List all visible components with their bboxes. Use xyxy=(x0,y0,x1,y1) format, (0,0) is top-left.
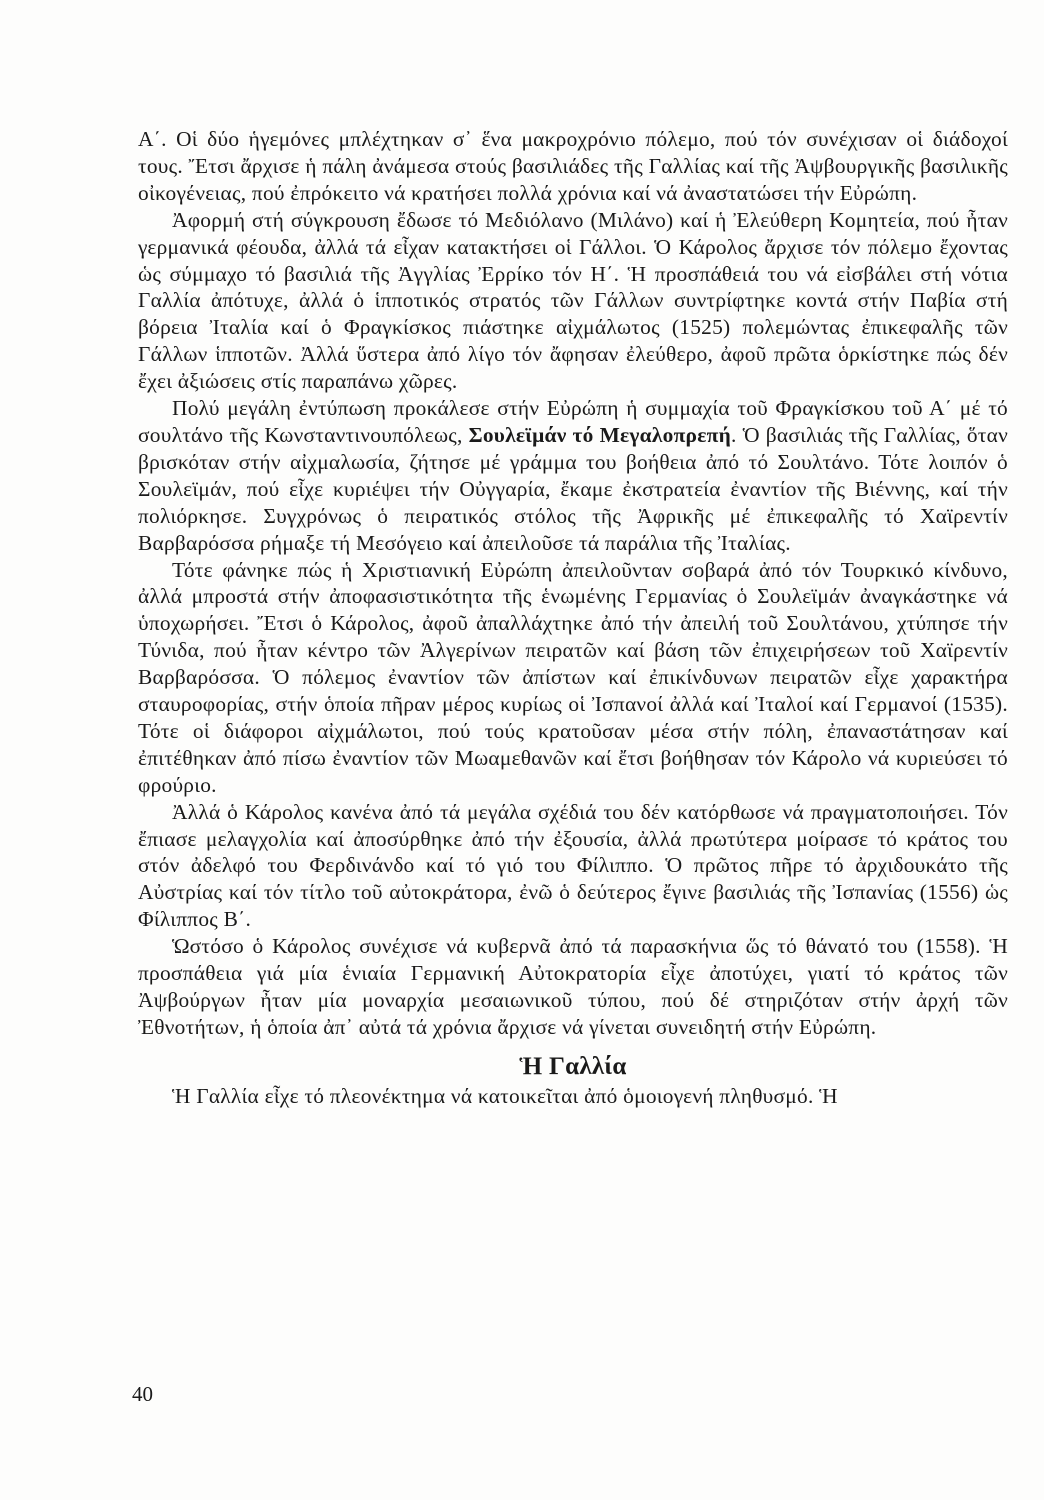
page-number: 40 xyxy=(132,1382,153,1406)
bold-name-suleiman: Σουλεϊμάν τό Μεγαλοπρεπή xyxy=(468,422,731,447)
paragraph-4: Τότε φάνηκε πώς ἡ Χριστιανική Εὐρώπη ἀπειλοῦνταν σοβαρά ἀπό τόν Τουρκικό κίνδυνο, ἀλλά μπροστά στήν ἀποφασιστικότητα τῆς ἑνωμένης Γερμανίας ὁ Σουλεϊμάν ἀναγκάστηκε νά ὑποχωρήσει. Ἔτσι ὁ Κάρολος, ἀφοῦ ἀπαλλάχτηκε ἀπό τήν ἀπειλή τοῦ Σουλτάνου, χτύπησε τήν Τύνιδα, πού ἦταν κέντρο τῶν Ἀλγερίνων πειρατῶν καί βάση τῶν ἐπιχειρήσεων τοῦ Χαϊρεντίν Βαρβαρόσσα. Ὁ πόλεμος ἐναντίον τῶν ἀπίστων καί ἐπικίνδυνων πειρατῶν εἶχε χαρακτήρα σταυροφορίας, στήν ὁποία πῆραν μέρος κυρίως οἱ Ἰσπανοί ἀλλά καί Ἰταλοί καί Γερμανοί (1535). Τότε οἱ διάφοροι αἰχμάλωτοι, πού τούς κρατοῦσαν μέσα στήν πόλη, ἐπαναστάτησαν καί ἐπιτέθηκαν ἀπό πίσω ἐναντίον τῶν Μωαμεθανῶν καί ἔτσι βοήθησαν τόν Κάρολο νά κυριεύσει τό φρούριο. xyxy=(138,557,1008,797)
paragraph-3-start: Πολύ μεγάλη ἐντύπωση προκάλεσε στήν Εὐρώπη ἡ συμμαχία τοῦ Φραγκίσκου τοῦ Α΄ μέ τό σουλτάνο τῆς Κωνσταντινουπόλεως, xyxy=(138,396,1008,447)
paragraph-1: Α΄. Οἱ δύο ἡγεμόνες μπλέχτηκαν σ᾽ ἕνα μακροχρόνιο πόλεμο, πού τόν συνέχισαν οἱ διάδοχοί τους. Ἔτσι ἄρχισε ἡ πάλη ἀνάμεσα στούς βασιλιάδες τῆς Γαλλίας καί τῆς Ἀψβουργικῆς βασιλικῆς οἰκογένειας, πού ἐπρόκειτο νά κρατήσει πολλά χρόνια καί νά ἀναστατώσει τήν Εὐρώπη. xyxy=(138,127,1008,205)
paragraph-3 xyxy=(138,395,1008,556)
section-intro-paragraph: Ἡ Γαλλία εἶχε τό πλεονέκτημα νά κατοικεῖται ἀπό ὁμοιογενή πληθυσμό. Ἡ xyxy=(172,1083,838,1108)
section-heading: Ἡ Γαλλία xyxy=(519,1052,627,1080)
body-text xyxy=(138,126,1008,1110)
paragraph-6: Ὡστόσο ὁ Κάρολος συνέχισε νά κυβερνᾶ ἀπό τά παρασκήνια ὥς τό θάνατό του (1558). Ἡ προσπάθεια γιά μία ἑνιαία Γερμανική Αὐτοκρατορία εἶχε ἀποτύχει, γιατί τό κράτος τῶν Ἀψβούργων ἦταν μία μοναρχία μεσαιωνικοῦ τύπου, πού δέ στηριζόταν στήν ἀρχή τῶν Ἐθνοτήτων, ἡ ὁποία ἀπ᾽ αὐτά τά χρόνια ἄρχισε νά γίνεται συνειδητή στήν Εὐρώπη. xyxy=(138,934,1008,1039)
paragraph-3-end: . Ὁ βασιλιάς τῆς Γαλλίας, ὅταν βρισκόταν στήν αἰχμαλωσία, ζήτησε μέ γράμμα του βοήθεια ἀπό τό Σουλτάνο. Τότε λοιπόν ὁ Σουλεϊμάν, πού εἶχε κυριέψει τήν Οὐγγαρία, ἔκαμε ἐκστρατεία ἐναντίον τῆς Βιέννης, καί τήν πολιόρκησε. Συγχρόνως ὁ πειρατικός στόλος τῆς Ἀφρικῆς μέ ἐπικεφαλῆς τό Χαϊρεντίν Βαρβαρόσσα ρήμαξε τή Μεσόγειο καί ἀπειλοῦσε τά παράλια τῆς Ἰταλίας. xyxy=(138,422,1008,555)
paragraph-5: Ἀλλά ὁ Κάρολος κανένα ἀπό τά μεγάλα σχέδιά του δέν κατόρθωσε νά πραγματοποιήσει. Τόν ἔπιασε μελαγχολία καί ἀποσύρθηκε ἀπό τήν ἐξουσία, ἀλλά πρωτύτερα μοίρασε τό κράτος του στόν ἀδελφό του Φερδινάνδο καί τό γιό του Φίλιππο. Ὁ πρῶτος πῆρε τό ἀρχιδουκάτο τῆς Αὐστρίας καί τόν τίτλο τοῦ αὐτοκράτορα, ἐνῶ ὁ δεύτερος ἔγινε βασιλιάς τῆς Ἰσπανίας (1556) ὡς Φίλιππος Β΄. xyxy=(138,799,1008,932)
paragraph-2: Ἀφορμή στή σύγκρουση ἔδωσε τό Μεδιόλανο (Μιλάνο) καί ἡ Ἐλεύθερη Κομητεία, πού ἦταν γερμανικά φέουδα, ἀλλά τά εἶχαν κατακτήσει οἱ Γάλλοι. Ὁ Κάρολος ἄρχισε τόν πόλεμο ἔχοντας ὡς σύμμαχο τό βασιλιά τῆς Ἀγγλίας Ἐρρίκο τόν Η΄. Ἡ προσπάθειά του νά εἰσβάλει στή νότια Γαλλία ἀπότυχε, ἀλλά ὁ ἱπποτικός στρατός τῶν Γάλλων συντρίφτηκε κοντά στήν Παβία στή βόρεια Ἰταλία καί ὁ Φραγκίσκος πιάστηκε αἰχμάλωτος (1525) πολεμώντας ἐπικεφαλῆς τῶν Γάλλων ἱπποτῶν. Ἀλλά ὕστερα ἀπό λίγο τόν ἄφησαν ἐλεύθερο, ἀφοῦ πρῶτα ὁρκίστηκε πώς δέν ἔχει ἀξιώσεις στίς παραπάνω χῶρες. xyxy=(138,207,1008,394)
